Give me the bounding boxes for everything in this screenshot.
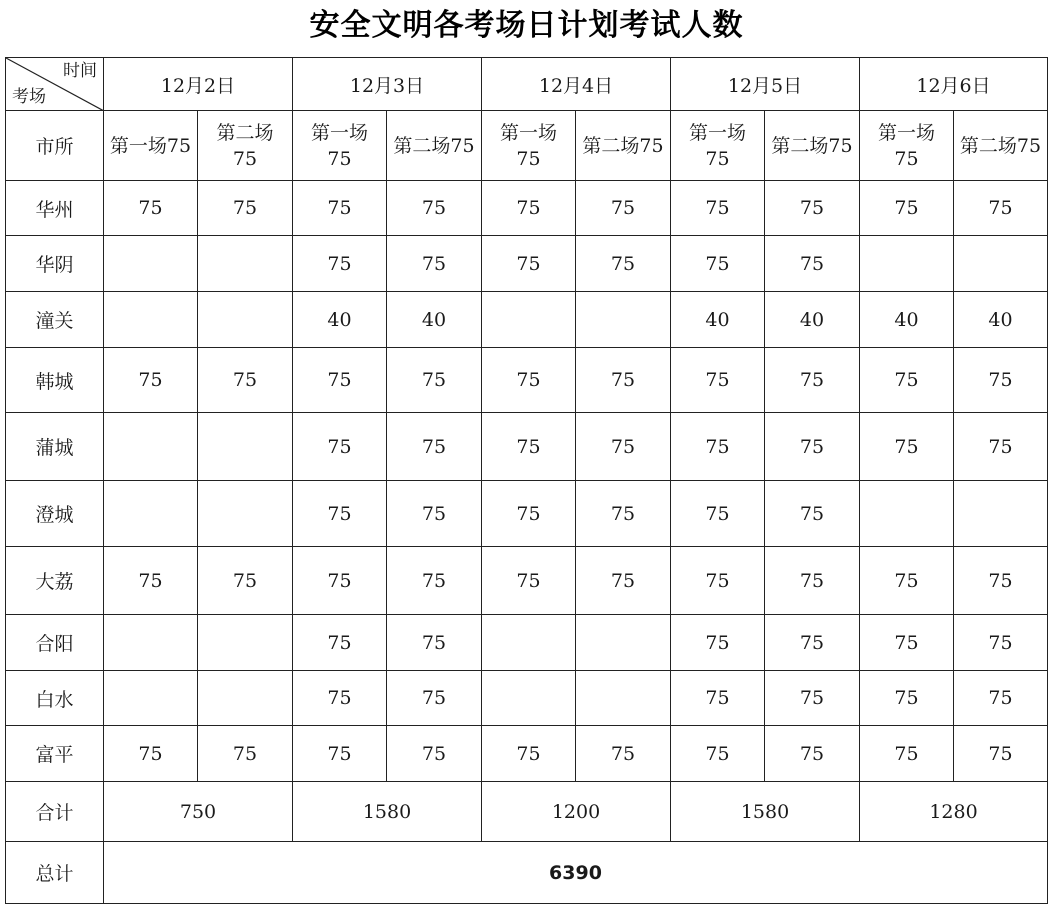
subtotal-row <box>6 782 1048 842</box>
count-cell <box>954 481 1048 547</box>
total-row <box>6 842 1048 904</box>
count-cell <box>860 236 954 292</box>
count-cell <box>954 236 1048 292</box>
session-cell: 第二场 75 <box>198 111 293 181</box>
count-cell: 40 <box>387 292 482 348</box>
venue-row <box>6 292 1048 348</box>
count-cell: 75 <box>293 348 387 413</box>
corner-time-label: 时间 <box>63 61 97 81</box>
count-cell <box>104 292 198 348</box>
session-cell: 第二场75 <box>576 111 671 181</box>
count-cell: 75 <box>576 726 671 782</box>
count-cell: 75 <box>671 547 765 615</box>
count-cell: 75 <box>671 726 765 782</box>
count-cell: 40 <box>954 292 1048 348</box>
count-cell: 75 <box>671 615 765 671</box>
count-cell <box>104 615 198 671</box>
count-cell: 75 <box>765 348 860 413</box>
count-cell: 75 <box>765 547 860 615</box>
count-cell: 40 <box>671 292 765 348</box>
venue-row <box>6 671 1048 726</box>
count-cell: 75 <box>482 481 576 547</box>
venue-row <box>6 181 1048 236</box>
count-cell: 75 <box>860 615 954 671</box>
count-cell <box>482 615 576 671</box>
count-cell: 75 <box>293 413 387 481</box>
count-cell: 75 <box>293 547 387 615</box>
venue-name: 白水 <box>6 671 104 726</box>
corner-cell <box>6 58 104 111</box>
venue-name: 蒲城 <box>6 413 104 481</box>
count-cell: 40 <box>293 292 387 348</box>
count-cell: 75 <box>954 615 1048 671</box>
count-cell <box>198 671 293 726</box>
venue-row <box>6 615 1048 671</box>
count-cell: 75 <box>954 726 1048 782</box>
corner-venue-label: 考场 <box>12 87 46 107</box>
count-cell: 75 <box>576 481 671 547</box>
count-cell: 75 <box>482 726 576 782</box>
count-cell: 75 <box>198 348 293 413</box>
session-cell: 第一场 75 <box>860 111 954 181</box>
venue-name: 合阳 <box>6 615 104 671</box>
subtotal-value: 750 <box>104 782 293 842</box>
count-cell: 75 <box>104 348 198 413</box>
subtotal-value: 1200 <box>482 782 671 842</box>
count-cell: 75 <box>671 413 765 481</box>
venue-row <box>6 481 1048 547</box>
count-cell: 75 <box>576 236 671 292</box>
subtotal-value: 1280 <box>860 782 1048 842</box>
count-cell <box>576 615 671 671</box>
count-cell: 75 <box>576 348 671 413</box>
count-cell: 40 <box>860 292 954 348</box>
header-row <box>6 58 1048 111</box>
count-cell <box>482 671 576 726</box>
count-cell: 75 <box>293 236 387 292</box>
count-cell: 75 <box>765 481 860 547</box>
session-row-label: 市所 <box>6 111 104 181</box>
date-header: 12月5日 <box>671 58 860 111</box>
exam-schedule-table <box>5 57 1048 904</box>
count-cell: 75 <box>576 181 671 236</box>
session-cell: 第一场 75 <box>482 111 576 181</box>
count-cell: 75 <box>198 181 293 236</box>
count-cell <box>198 413 293 481</box>
count-cell: 75 <box>387 547 482 615</box>
count-cell: 75 <box>671 481 765 547</box>
count-cell: 75 <box>765 181 860 236</box>
count-cell <box>482 292 576 348</box>
count-cell: 75 <box>387 236 482 292</box>
venue-row <box>6 547 1048 615</box>
count-cell: 75 <box>293 671 387 726</box>
count-cell <box>198 615 293 671</box>
count-cell: 75 <box>671 236 765 292</box>
page-title: 安全文明各考场日计划考试人数 <box>309 8 744 43</box>
count-cell: 75 <box>860 671 954 726</box>
count-cell: 75 <box>671 348 765 413</box>
count-cell: 75 <box>387 348 482 413</box>
session-cell: 第二场75 <box>387 111 482 181</box>
venue-name: 潼关 <box>6 292 104 348</box>
count-cell: 75 <box>387 481 482 547</box>
count-cell: 75 <box>576 547 671 615</box>
count-cell: 75 <box>482 413 576 481</box>
venue-row <box>6 236 1048 292</box>
count-cell: 75 <box>860 547 954 615</box>
venue-name: 大荔 <box>6 547 104 615</box>
count-cell: 75 <box>671 181 765 236</box>
count-cell: 75 <box>671 671 765 726</box>
total-label: 总计 <box>6 842 104 904</box>
subtotal-value: 1580 <box>671 782 860 842</box>
count-cell: 75 <box>387 671 482 726</box>
count-cell: 75 <box>293 481 387 547</box>
venue-row <box>6 348 1048 413</box>
session-cell: 第一场 75 <box>671 111 765 181</box>
session-row <box>6 111 1048 181</box>
session-cell: 第一场 75 <box>293 111 387 181</box>
venue-name: 富平 <box>6 726 104 782</box>
count-cell <box>104 481 198 547</box>
count-cell: 75 <box>954 413 1048 481</box>
count-cell: 75 <box>482 547 576 615</box>
count-cell: 75 <box>765 671 860 726</box>
count-cell: 75 <box>860 413 954 481</box>
count-cell: 75 <box>293 181 387 236</box>
count-cell: 75 <box>765 726 860 782</box>
count-cell: 75 <box>954 547 1048 615</box>
session-cell: 第二场75 <box>765 111 860 181</box>
count-cell: 75 <box>765 236 860 292</box>
count-cell <box>198 292 293 348</box>
count-cell: 75 <box>482 348 576 413</box>
date-header: 12月3日 <box>293 58 482 111</box>
count-cell: 75 <box>954 671 1048 726</box>
count-cell: 75 <box>860 726 954 782</box>
count-cell: 75 <box>387 615 482 671</box>
count-cell: 75 <box>482 181 576 236</box>
count-cell: 75 <box>765 413 860 481</box>
count-cell <box>198 481 293 547</box>
venue-row <box>6 413 1048 481</box>
count-cell <box>198 236 293 292</box>
venue-name: 华州 <box>6 181 104 236</box>
count-cell: 75 <box>198 726 293 782</box>
count-cell: 40 <box>765 292 860 348</box>
count-cell: 75 <box>104 547 198 615</box>
count-cell: 75 <box>576 413 671 481</box>
venue-row <box>6 726 1048 782</box>
subtotal-label: 合计 <box>6 782 104 842</box>
date-header: 12月2日 <box>104 58 293 111</box>
count-cell: 75 <box>954 181 1048 236</box>
count-cell <box>104 671 198 726</box>
count-cell: 75 <box>293 615 387 671</box>
count-cell <box>104 236 198 292</box>
count-cell: 75 <box>198 547 293 615</box>
count-cell: 75 <box>860 348 954 413</box>
date-header: 12月4日 <box>482 58 671 111</box>
session-cell: 第二场75 <box>954 111 1048 181</box>
count-cell <box>576 671 671 726</box>
total-value: 6390 <box>104 842 1048 904</box>
count-cell: 75 <box>387 726 482 782</box>
date-header: 12月6日 <box>860 58 1048 111</box>
count-cell: 75 <box>387 181 482 236</box>
venue-name: 澄城 <box>6 481 104 547</box>
count-cell: 75 <box>482 236 576 292</box>
count-cell: 75 <box>104 181 198 236</box>
venue-name: 韩城 <box>6 348 104 413</box>
count-cell: 75 <box>954 348 1048 413</box>
venue-name: 华阴 <box>6 236 104 292</box>
count-cell <box>576 292 671 348</box>
count-cell: 75 <box>765 615 860 671</box>
count-cell <box>104 413 198 481</box>
count-cell: 75 <box>104 726 198 782</box>
count-cell: 75 <box>387 413 482 481</box>
subtotal-value: 1580 <box>293 782 482 842</box>
count-cell: 75 <box>860 181 954 236</box>
count-cell: 75 <box>293 726 387 782</box>
count-cell <box>860 481 954 547</box>
session-cell: 第一场75 <box>104 111 198 181</box>
